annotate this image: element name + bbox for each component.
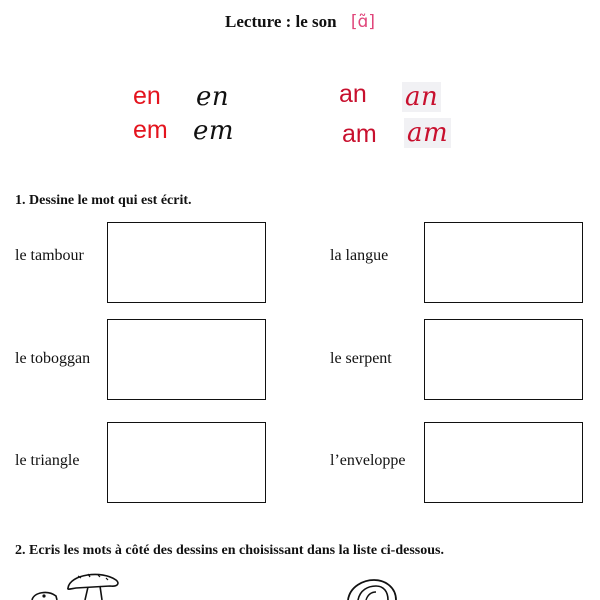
word-label: le toboggan [15,350,91,367]
word-label: le triangle [15,452,80,469]
drawing-box[interactable] [107,422,266,503]
word-label: le serpent [330,350,392,367]
word-label: la langue [330,247,389,264]
exercise-2-heading: 2. Ecris les mots à côté des dessins en choisissant dans la liste ci-dessous. [15,543,444,558]
page-title [0,12,600,32]
drum-icon [344,576,400,600]
drawing-box[interactable] [107,222,266,303]
grapheme-am-print: am [342,120,377,148]
drawing-box[interactable] [424,222,583,303]
grapheme-an-cursive: an [402,82,441,112]
drawing-box[interactable] [424,422,583,503]
word-label: l’enveloppe [330,452,406,469]
mushroom-icon [30,566,130,600]
grapheme-en-cursive: en [196,82,230,112]
drawing-box[interactable] [107,319,266,400]
grapheme-em-cursive: em [193,116,235,146]
grapheme-an-print: an [339,80,367,108]
grapheme-am-cursive: am [404,118,451,148]
grapheme-en-print: en [133,82,161,110]
drawing-box[interactable] [424,319,583,400]
phoneme-label: [ɑ̃] [350,12,375,32]
word-label: le tambour [15,247,84,264]
title-text: Lecture : le son [225,12,337,31]
exercise-1-heading: 1. Dessine le mot qui est écrit. [15,193,192,208]
grapheme-em-print: em [133,116,168,144]
